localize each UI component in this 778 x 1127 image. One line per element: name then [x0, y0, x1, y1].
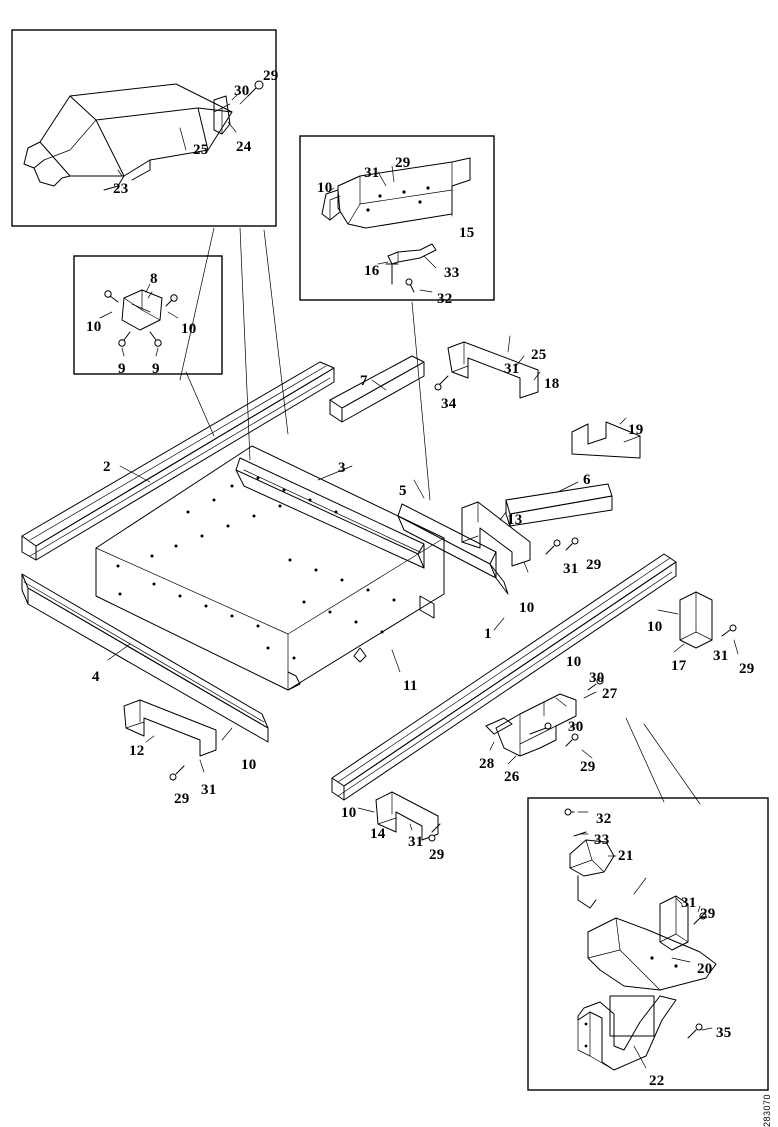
panel-lower-bracket: [528, 798, 768, 1090]
callout-30: 30: [589, 670, 605, 686]
callout-31: 31: [681, 895, 697, 911]
callout-29: 29: [263, 68, 279, 84]
callout-30: 30: [568, 719, 584, 735]
callout-9: 9: [152, 361, 160, 377]
callout-31: 31: [563, 561, 579, 577]
callout-10: 10: [317, 180, 333, 196]
callout-31: 31: [713, 648, 729, 664]
callout-29: 29: [586, 557, 602, 573]
callout-10: 10: [86, 319, 102, 335]
callout-26: 26: [504, 769, 520, 785]
callout-32: 32: [437, 291, 453, 307]
callout-13: 13: [507, 512, 523, 528]
callout-20: 20: [697, 961, 713, 977]
callout-31: 31: [364, 165, 380, 181]
callout-24: 24: [236, 139, 252, 155]
callout-31: 31: [504, 361, 520, 377]
callout-29: 29: [174, 791, 190, 807]
callout-29: 29: [580, 759, 596, 775]
panel-deck-cover: [12, 30, 279, 226]
callout-21: 21: [618, 848, 634, 864]
callout-31: 31: [201, 782, 217, 798]
callout-11: 11: [403, 678, 418, 694]
callout-33: 33: [444, 265, 460, 281]
callout-10: 10: [566, 654, 582, 670]
callout-25: 25: [193, 142, 209, 158]
callout-2: 2: [103, 459, 111, 475]
drawing-code: 283070: [762, 1094, 772, 1127]
callout-17: 17: [671, 658, 687, 674]
callout-10: 10: [181, 321, 197, 337]
callout-10: 10: [241, 757, 257, 773]
callout-10: 10: [341, 805, 357, 821]
callout-25: 25: [531, 347, 547, 363]
callout-5: 5: [399, 483, 407, 499]
callout-30: 30: [234, 83, 250, 99]
callout-1: 1: [484, 626, 492, 642]
callout-9: 9: [118, 361, 126, 377]
bracket-26-27-28-art: [486, 678, 603, 764]
callout-33: 33: [594, 832, 610, 848]
bracket-17-art: [658, 592, 738, 654]
callout-10: 10: [647, 619, 663, 635]
callout-23: 23: [113, 181, 129, 197]
callout-6: 6: [583, 472, 591, 488]
panel-bracket-detail: [74, 256, 222, 374]
callout-31: 31: [408, 834, 424, 850]
callout-29: 29: [429, 847, 445, 863]
callout-14: 14: [370, 826, 386, 842]
callout-29: 29: [700, 906, 716, 922]
callout-19: 19: [628, 422, 644, 438]
callout-28: 28: [479, 756, 495, 772]
callout-4: 4: [92, 669, 100, 685]
callout-32: 32: [596, 811, 612, 827]
callout-16: 16: [364, 263, 380, 279]
callout-8: 8: [150, 271, 158, 287]
callout-7: 7: [360, 373, 368, 389]
callout-18: 18: [544, 376, 560, 392]
callout-29: 29: [739, 661, 755, 677]
callout-29: 29: [395, 155, 411, 171]
callout-10: 10: [519, 600, 535, 616]
callout-34: 34: [441, 396, 457, 412]
callout-27: 27: [602, 686, 618, 702]
callout-12: 12: [129, 743, 145, 759]
callout-35: 35: [716, 1025, 732, 1041]
callout-15: 15: [459, 225, 475, 241]
callout-22: 22: [649, 1073, 665, 1089]
callout-3: 3: [338, 460, 346, 476]
